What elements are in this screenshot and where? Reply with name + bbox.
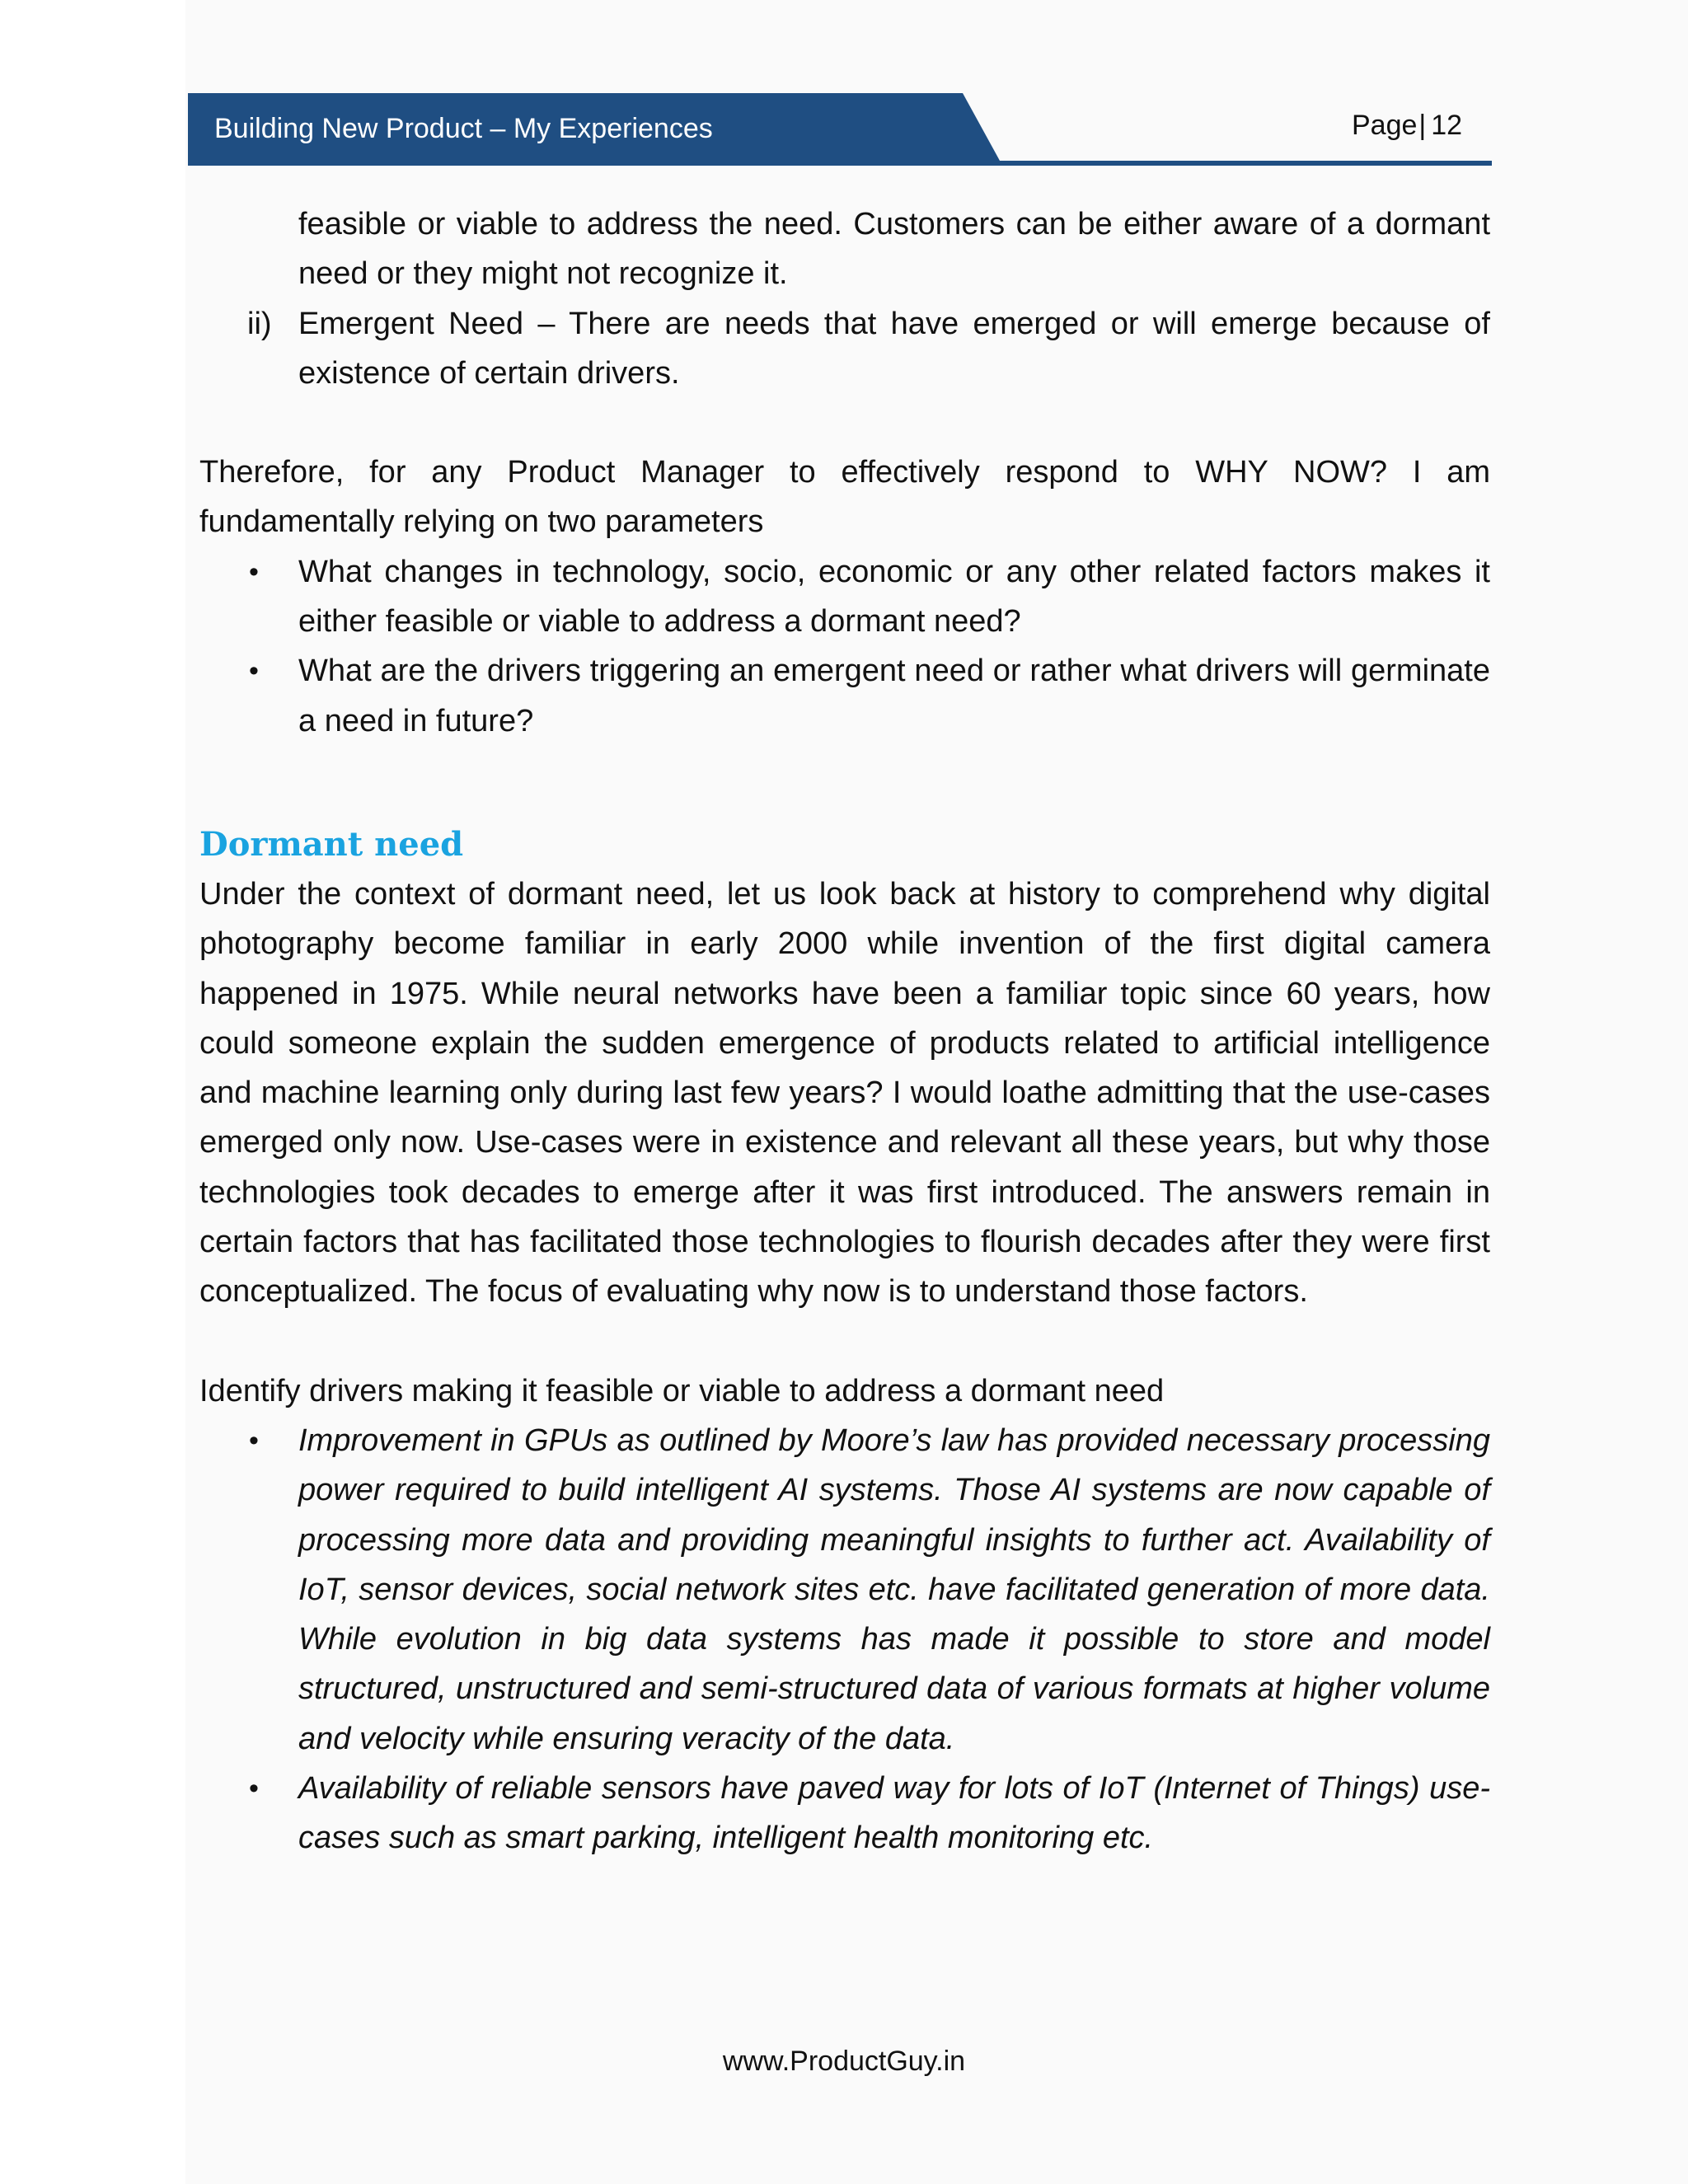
- list-item-text: Availability of reliable sensors have paved way for lots of IoT (Internet of Things) use-cases such as smart parking, intelligent health monitoring etc.: [298, 1771, 1490, 1856]
- footer-website: www.ProductGuy.in: [722, 2046, 966, 2077]
- bullet-marker: •: [249, 1424, 259, 1456]
- drivers-intro: Identify drivers making it feasible or viable to address a dormant need: [199, 1373, 1165, 1408]
- page-header: [188, 93, 1492, 166]
- list-marker: ii): [247, 306, 272, 341]
- section-heading: Dormant need: [199, 824, 464, 864]
- list-item-emergent-need: [199, 299, 1490, 399]
- list-item: [199, 547, 1490, 647]
- list-item-continuation: [199, 199, 1490, 299]
- page-number: 12: [1431, 110, 1463, 141]
- list-item-text: What changes in technology, socio, economic or any other related factors makes it either feasible or viable to address a dormant need?: [298, 554, 1490, 640]
- list-item: [199, 1764, 1490, 1863]
- page-separator: |: [1418, 110, 1427, 141]
- bullet-marker: •: [249, 555, 259, 588]
- page-body: [199, 199, 1490, 1863]
- list-item-text: What are the drivers triggering an emergent need or rather what drivers will germinate a need in future?: [298, 654, 1490, 738]
- therefore-paragraph: Therefore, for any Product Manager to effectively respond to WHY NOW? I am fundamentally relying on two parameters: [199, 455, 1490, 540]
- list-item: [199, 1416, 1490, 1764]
- continuation-text: feasible or viable to address the need. Customers can be either aware of a dormant need or they might not recognize it.: [298, 207, 1490, 292]
- page-label-text: Page: [1352, 110, 1418, 141]
- list-item-text: Emergent Need – There are needs that have emerged or will emerge because of existence of certain drivers.: [298, 306, 1490, 391]
- page-number-label: [1352, 110, 1462, 142]
- bullet-marker: •: [249, 655, 259, 687]
- dormant-need-paragraph: Under the context of dormant need, let us look back at history to comprehend why digital photography become familiar in early 2000 while invention of the first digital camera happened in 1975. While neural networks have been a familiar topic since 60 years, how could someone explain the sudden emergence of products related to artificial intelligence and machine learning only during last few years? I would loathe admitting that the use-cases emerged only now. Use-cases were in existence and relevant all these years, but why those technologies took decades to emerge after it was first introduced. The answers remain in certain factors that has facilitated those technologies to flourish decades after they were first conceptualized. The focus of evaluating why now is to understand those factors.: [199, 876, 1490, 1310]
- bullet-marker: •: [249, 1773, 259, 1805]
- list-item-text: Improvement in GPUs as outlined by Moore’s law has provided necessary processing power required to build intelligent AI systems. Those AI systems are now capable of processing more data and providing meaningful insights to further act. Availability of IoT, sensor devices, social network sites etc. have facilitated generation of more data. While evolution in big data systems has made it possible to store and model structured, unstructured and semi-structured data of various formats at higher volume and velocity while ensuring veracity of the data.: [298, 1422, 1490, 1756]
- list-item: [199, 646, 1490, 746]
- document-title: Building New Product – My Experiences: [214, 113, 713, 144]
